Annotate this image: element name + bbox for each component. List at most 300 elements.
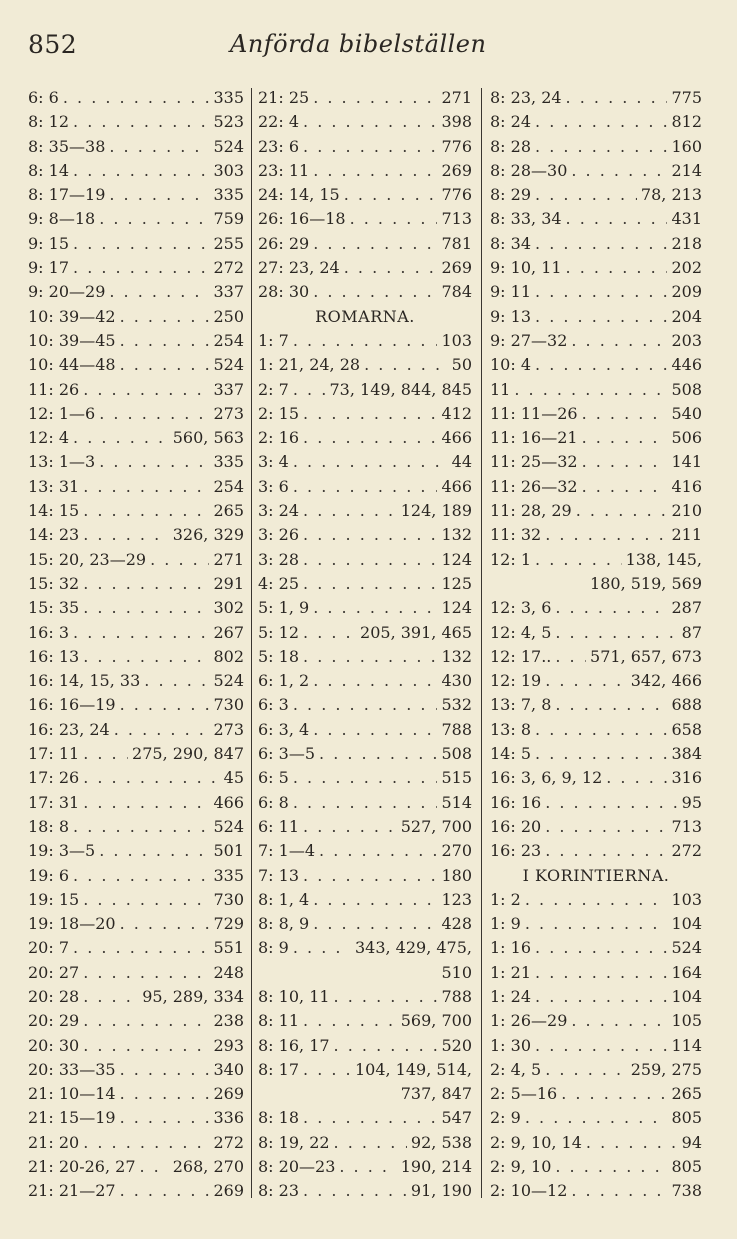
verse-reference: 20: 28	[28, 986, 80, 1006]
dot-leader	[293, 791, 438, 815]
index-entry	[490, 718, 702, 742]
index-entry	[28, 499, 244, 523]
dot-leader	[525, 912, 668, 936]
index-entry	[258, 475, 472, 499]
verse-reference: 1: 24	[490, 986, 532, 1006]
index-entry	[258, 1131, 472, 1155]
entry-pages: 124	[441, 598, 472, 618]
entry-pages: 95, 289, 334	[142, 986, 244, 1006]
dot-leader	[99, 839, 209, 863]
verse-reference: 3: 26	[258, 525, 300, 545]
index-entry	[28, 159, 244, 183]
index-entry	[490, 159, 702, 183]
verse-reference: 11	[490, 379, 511, 399]
dot-leader	[83, 596, 209, 620]
verse-reference: 17: 11	[28, 744, 80, 764]
dot-leader	[339, 1155, 396, 1179]
entry-pages: 123	[441, 889, 472, 909]
verse-reference: 8: 28	[490, 136, 532, 156]
verse-reference: 6: 8	[258, 792, 289, 812]
verse-reference: 16: 14, 15, 33	[28, 671, 141, 691]
entry-pages: 343, 429, 475,	[354, 938, 472, 958]
dot-leader	[303, 523, 437, 547]
dot-leader	[555, 1155, 667, 1179]
verse-reference: 1: 21, 24, 28	[258, 355, 361, 375]
dot-leader	[525, 1106, 668, 1130]
dot-leader	[344, 183, 438, 207]
verse-reference: 12: 3, 6	[490, 598, 552, 618]
verse-reference: 21: 21—27	[28, 1181, 116, 1201]
dot-leader	[293, 936, 351, 960]
verse-reference: 6: 11	[258, 816, 300, 836]
index-entry	[28, 353, 244, 377]
verse-reference: 21: 20	[28, 1132, 80, 1152]
dot-leader	[120, 353, 210, 377]
index-entry	[258, 596, 472, 620]
entry-pages: 271	[441, 88, 472, 107]
entry-pages: 520	[441, 1035, 472, 1055]
entry-pages: 788	[441, 986, 472, 1006]
dot-leader	[120, 1179, 210, 1203]
entry-pages: 781	[441, 233, 472, 253]
verse-reference: 21: 20-26, 27	[28, 1157, 136, 1177]
verse-reference: 23: 11	[258, 160, 310, 180]
index-entry	[490, 523, 702, 547]
dot-leader	[344, 256, 438, 280]
dot-leader	[555, 693, 667, 717]
dot-leader	[545, 1058, 627, 1082]
verse-reference: 9: 17	[28, 258, 70, 278]
dot-leader	[571, 159, 667, 183]
verse-reference: 6: 3	[258, 695, 289, 715]
verse-reference: 8: 11	[258, 1011, 300, 1031]
dot-leader	[606, 766, 667, 790]
verse-reference: 23: 6	[258, 136, 300, 156]
entry-pages: 267	[213, 622, 244, 642]
entry-pages: 547	[441, 1108, 472, 1128]
index-entry	[490, 305, 702, 329]
entry-pages: 524	[213, 355, 244, 375]
index-entry	[28, 1155, 244, 1179]
entry-pages: 658	[671, 719, 702, 739]
verse-reference: 20: 27	[28, 962, 80, 982]
entry-pages: 180, 519, 569	[590, 573, 702, 593]
verse-reference: 19: 3—5	[28, 841, 96, 861]
index-entry	[28, 135, 244, 159]
dot-leader	[555, 621, 677, 645]
dot-leader	[535, 353, 667, 377]
verse-reference: 1: 30	[490, 1035, 532, 1055]
entry-pages: 273	[213, 719, 244, 739]
index-entry	[28, 475, 244, 499]
dot-leader	[525, 888, 668, 912]
verse-reference: 8: 1, 4	[258, 889, 310, 909]
entry-pages: 510	[441, 962, 472, 982]
dot-leader	[140, 1155, 169, 1179]
index-entry	[258, 256, 472, 280]
entry-pages: 335	[213, 88, 244, 107]
section-heading: I KORINTIERNA.	[522, 865, 670, 885]
entry-pages: 523	[213, 112, 244, 132]
entry-pages: 730	[213, 695, 244, 715]
index-entry	[490, 815, 702, 839]
verse-reference: 8: 8, 9	[258, 914, 310, 934]
index-entry	[490, 936, 702, 960]
verse-reference: 11: 25—32	[490, 452, 578, 472]
verse-reference: 27: 23, 24	[258, 258, 340, 278]
entry-pages: 265	[213, 501, 244, 521]
dot-leader	[303, 572, 437, 596]
section-heading: ROMARNA.	[315, 306, 415, 326]
verse-reference: 12: 4	[28, 428, 70, 448]
index-entry	[258, 135, 472, 159]
verse-reference: 8: 35—38	[28, 136, 106, 156]
index-entry	[490, 1106, 702, 1130]
index-entry	[28, 572, 244, 596]
verse-reference: 26: 29	[258, 233, 310, 253]
dot-leader	[73, 936, 209, 960]
entry-pages: 209	[671, 282, 702, 302]
dot-leader	[303, 135, 437, 159]
entry-pages: 104	[671, 986, 702, 1006]
verse-reference: 3: 24	[258, 501, 300, 521]
verse-reference: 14: 5	[490, 744, 532, 764]
dot-leader	[535, 961, 667, 985]
dot-leader	[99, 450, 209, 474]
index-entry	[490, 693, 702, 717]
dot-leader	[545, 839, 667, 863]
entry-pages: 466	[213, 792, 244, 812]
dot-leader	[571, 1179, 667, 1203]
entry-pages: 336	[213, 1108, 244, 1128]
index-entry	[490, 548, 702, 572]
dot-leader	[582, 475, 668, 499]
dot-leader	[303, 621, 356, 645]
entry-pages: 342, 466	[630, 671, 702, 691]
index-entry	[490, 183, 702, 207]
index-entry	[28, 742, 244, 766]
entry-pages: 272	[213, 258, 244, 278]
index-entry	[28, 864, 244, 888]
entry-pages: 805	[671, 1157, 702, 1177]
verse-reference: 1: 2	[490, 889, 521, 909]
dot-leader	[83, 985, 138, 1009]
dot-leader	[73, 815, 209, 839]
dot-leader	[83, 791, 209, 815]
index-column-2	[258, 86, 472, 1206]
index-entry	[258, 159, 472, 183]
verse-reference: 9: 13	[490, 306, 532, 326]
entry-pages: 132	[441, 525, 472, 545]
entry-pages: 211	[671, 525, 702, 545]
verse-reference: 8: 29	[490, 185, 532, 205]
index-entry	[28, 256, 244, 280]
index-entry	[258, 353, 472, 377]
index-entry	[28, 791, 244, 815]
index-entry	[258, 669, 472, 693]
index-entry	[258, 912, 472, 936]
index-column-3	[490, 86, 702, 1206]
entry-pages: 805	[671, 1108, 702, 1128]
index-entry	[258, 402, 472, 426]
dot-leader	[535, 135, 667, 159]
index-entry	[28, 645, 244, 669]
entry-pages: 316	[671, 768, 702, 788]
dot-leader	[535, 183, 637, 207]
dot-leader	[120, 912, 210, 936]
dot-leader	[545, 815, 667, 839]
entry-pages: 802	[213, 646, 244, 666]
dot-leader	[83, 499, 209, 523]
verse-reference: 3: 4	[258, 452, 289, 472]
dot-leader	[83, 523, 169, 547]
index-entry	[490, 888, 702, 912]
entry-pages: 431	[671, 209, 702, 229]
index-entry	[490, 791, 702, 815]
entry-pages: 326, 329	[172, 525, 244, 545]
verse-reference: 8: 28—30	[490, 160, 568, 180]
entry-pages: 337	[213, 379, 244, 399]
index-entry	[258, 815, 472, 839]
verse-reference: 21: 10—14	[28, 1084, 116, 1104]
verse-reference: 8: 17—19	[28, 185, 106, 205]
dot-leader	[566, 256, 668, 280]
verse-reference: 3: 6	[258, 476, 289, 496]
entry-pages: 527, 700	[400, 816, 472, 836]
index-entry	[490, 1058, 702, 1082]
entry-pages: 776	[441, 185, 472, 205]
verse-reference: 4: 25	[258, 573, 300, 593]
dot-leader	[293, 766, 438, 790]
dot-leader	[73, 110, 209, 134]
verse-reference: 2: 9, 10	[490, 1157, 552, 1177]
verse-reference: 8: 24	[490, 112, 532, 132]
verse-reference: 28: 30	[258, 282, 310, 302]
verse-reference: 16: 13	[28, 646, 80, 666]
entry-pages: 125	[441, 573, 472, 593]
index-entry	[28, 305, 244, 329]
index-entry	[490, 985, 702, 1009]
dot-leader	[73, 256, 209, 280]
dot-leader	[303, 815, 397, 839]
dot-leader	[83, 1034, 209, 1058]
index-entry	[258, 1009, 472, 1033]
index-entry	[490, 839, 702, 863]
dot-leader	[83, 742, 128, 766]
entry-pages: 524	[213, 671, 244, 691]
index-entry	[258, 766, 472, 790]
entry-pages: 524	[213, 136, 244, 156]
entry-pages: 688	[671, 695, 702, 715]
verse-reference: 8: 12	[28, 112, 70, 132]
index-entry	[490, 110, 702, 134]
index-entry	[490, 499, 702, 523]
index-entry	[490, 353, 702, 377]
index-entry	[258, 86, 472, 110]
entry-pages: 412	[441, 403, 472, 423]
index-entry	[28, 936, 244, 960]
dot-leader	[73, 864, 209, 888]
dot-leader	[83, 1009, 209, 1033]
verse-reference: 17: 31	[28, 792, 80, 812]
verse-reference: 12: 17..	[490, 646, 552, 666]
dot-leader	[571, 1009, 667, 1033]
dot-leader	[535, 742, 667, 766]
dot-leader	[545, 669, 627, 693]
index-entry	[258, 1106, 472, 1130]
entry-pages: 180	[441, 865, 472, 885]
verse-reference: 10: 39—45	[28, 330, 116, 350]
entry-pages: 255	[213, 233, 244, 253]
verse-reference: 12: 1—6	[28, 403, 96, 423]
verse-reference: 1: 21	[490, 962, 532, 982]
index-entry	[490, 912, 702, 936]
verse-reference: 8: 23, 24	[490, 88, 562, 107]
entry-pages: 210	[671, 501, 702, 521]
index-entry-continuation	[258, 1082, 472, 1106]
index-entry	[28, 1106, 244, 1130]
index-entry	[28, 1058, 244, 1082]
dot-leader	[535, 985, 667, 1009]
index-entry	[258, 1155, 472, 1179]
entry-pages: 103	[441, 330, 472, 350]
index-entry	[258, 621, 472, 645]
index-entry	[490, 1034, 702, 1058]
index-entry	[28, 280, 244, 304]
dot-leader	[334, 1034, 438, 1058]
index-entry	[258, 645, 472, 669]
verse-reference: 2: 9, 10, 14	[490, 1132, 582, 1152]
index-entry	[490, 645, 702, 669]
entry-pages: 269	[213, 1181, 244, 1201]
verse-reference: 6: 5	[258, 768, 289, 788]
entry-pages: 104, 149, 514,	[354, 1059, 472, 1079]
entry-pages: 428	[441, 914, 472, 934]
entry-pages: 114	[671, 1035, 702, 1055]
entry-pages: 506	[671, 428, 702, 448]
entry-pages: 713	[671, 816, 702, 836]
entry-pages: 160	[671, 136, 702, 156]
entry-pages: 214	[671, 160, 702, 180]
entry-pages: 784	[441, 282, 472, 302]
index-entry	[490, 86, 702, 110]
verse-reference: 10: 39—42	[28, 306, 116, 326]
index-entry	[28, 1082, 244, 1106]
entry-pages: 812	[671, 112, 702, 132]
index-entry	[28, 426, 244, 450]
verse-reference: 5: 1, 9	[258, 598, 310, 618]
verse-reference: 11: 28, 29	[490, 501, 572, 521]
verse-reference: 9: 27—32	[490, 330, 568, 350]
index-entry	[258, 791, 472, 815]
index-entry	[258, 207, 472, 231]
verse-reference: 18: 8	[28, 816, 70, 836]
verse-reference: 15: 32	[28, 573, 80, 593]
verse-reference: 2: 5—16	[490, 1084, 558, 1104]
entry-pages: 515	[441, 768, 472, 788]
entry-pages: 303	[213, 160, 244, 180]
index-entry	[258, 110, 472, 134]
dot-leader	[120, 329, 210, 353]
index-entry	[28, 86, 244, 110]
dot-leader	[73, 621, 209, 645]
verse-reference: 17: 26	[28, 768, 80, 788]
verse-reference: 16: 23, 24	[28, 719, 110, 739]
index-entry	[258, 572, 472, 596]
index-entry	[28, 232, 244, 256]
entry-pages: 105	[671, 1011, 702, 1031]
index-entry	[28, 523, 244, 547]
index-entry	[258, 548, 472, 572]
dot-leader	[83, 475, 209, 499]
entry-pages: 524	[671, 938, 702, 958]
dot-leader	[83, 961, 209, 985]
index-entry	[258, 280, 472, 304]
entry-pages: 92, 538	[410, 1132, 472, 1152]
dot-leader	[303, 548, 437, 572]
dot-leader	[120, 305, 210, 329]
verse-reference: 8: 16, 17	[258, 1035, 330, 1055]
index-entry	[490, 1009, 702, 1033]
dot-leader	[535, 548, 622, 572]
verse-reference: 7: 13	[258, 865, 300, 885]
dot-leader	[582, 450, 668, 474]
index-entry	[490, 280, 702, 304]
verse-reference: 16: 16	[490, 792, 542, 812]
index-entry	[28, 596, 244, 620]
index-entry	[490, 450, 702, 474]
verse-reference: 1: 16	[490, 938, 532, 958]
entry-pages: 50	[451, 355, 472, 375]
verse-reference: 8: 9	[258, 938, 289, 958]
entry-pages: 571, 657, 673	[590, 646, 702, 666]
entry-pages: 293	[213, 1035, 244, 1055]
dot-leader	[303, 645, 437, 669]
dot-leader	[535, 718, 667, 742]
dot-leader	[73, 159, 209, 183]
index-entry	[490, 621, 702, 645]
dot-leader	[582, 402, 668, 426]
entry-pages: 738	[671, 1181, 702, 1201]
index-entry	[258, 839, 472, 863]
verse-reference: 6: 6	[28, 88, 59, 107]
verse-reference: 9: 11	[490, 282, 532, 302]
entry-pages: 218	[671, 233, 702, 253]
dot-leader	[109, 183, 209, 207]
index-entry	[490, 961, 702, 985]
entry-pages: 730	[213, 889, 244, 909]
verse-reference: 6: 3, 4	[258, 719, 310, 739]
index-entry	[490, 1131, 702, 1155]
verse-reference: 8: 23	[258, 1181, 300, 1201]
verse-reference: 16: 3, 6, 9, 12	[490, 768, 603, 788]
entry-pages: 202	[671, 258, 702, 278]
entry-pages: 273	[213, 403, 244, 423]
entry-pages: 430	[441, 671, 472, 691]
entry-pages: 190, 214	[400, 1157, 472, 1177]
index-entry	[28, 961, 244, 985]
index-entry	[258, 1058, 472, 1082]
index-entry	[490, 1155, 702, 1179]
index-entry	[258, 183, 472, 207]
dot-leader	[303, 426, 437, 450]
entry-pages: 259, 275	[630, 1059, 702, 1079]
entry-pages: 203	[671, 330, 702, 350]
verse-reference: 26: 16—18	[258, 209, 346, 229]
entry-pages: 737, 847	[400, 1084, 472, 1104]
dot-leader	[109, 135, 209, 159]
dot-leader	[364, 353, 448, 377]
